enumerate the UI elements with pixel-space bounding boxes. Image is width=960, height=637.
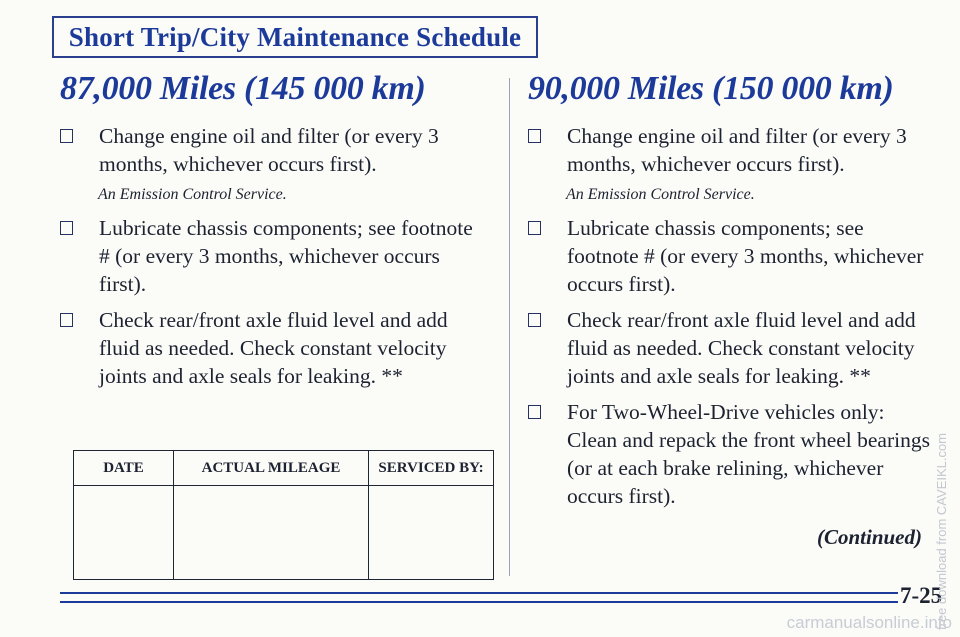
checklist-item xyxy=(528,398,938,510)
right-column xyxy=(528,70,938,549)
checkbox-icon xyxy=(60,129,73,143)
checklist-item xyxy=(528,306,938,390)
column-divider xyxy=(509,78,510,576)
checkbox-icon xyxy=(528,221,541,235)
item-text: Lubricate chassis components; see footnote # (or every 3 months, whichever occurs first). xyxy=(99,216,473,296)
item-note: An Emission Control Service. xyxy=(98,186,287,203)
checkbox-icon xyxy=(60,221,73,235)
item-text: Change engine oil and filter (or every 3 months, whichever occurs first). xyxy=(567,124,907,176)
side-watermark: free download from CAVEIKL.com xyxy=(934,432,949,630)
checkbox-icon xyxy=(528,129,541,143)
item-text: Check rear/front axle fluid level and add fluid as needed. Check constant velocity joints and axle seals for leaking. ** xyxy=(567,308,916,388)
bottom-watermark: carmanualsonline.info xyxy=(786,613,952,632)
table-cell-mileage[interactable] xyxy=(174,486,369,580)
checklist-item xyxy=(60,122,480,206)
item-note: An Emission Control Service. xyxy=(566,186,755,203)
item-text: Change engine oil and filter (or every 3 months, whichever occurs first). xyxy=(99,124,439,176)
table-header-mileage: ACTUAL MILEAGE xyxy=(174,451,369,486)
checklist-item xyxy=(60,306,480,390)
checkbox-icon xyxy=(528,405,541,419)
checklist-item xyxy=(60,214,480,298)
table-header-date: DATE xyxy=(74,451,174,486)
item-text: For Two-Wheel-Drive vehicles only: Clean and repack the front wheel bearings (or at each brake relining, whichever occurs first). xyxy=(567,400,930,508)
checkbox-icon xyxy=(60,313,73,327)
page-number: 7-25 xyxy=(900,583,943,608)
footer-rule xyxy=(60,592,898,594)
mileage-heading-right: 90,000 Miles (150 000 km) xyxy=(528,70,894,107)
checklist-item xyxy=(528,214,938,298)
checkbox-icon xyxy=(528,313,541,327)
continued-label: (Continued) xyxy=(816,525,922,549)
checklist-item xyxy=(528,122,938,206)
table-cell-date[interactable] xyxy=(74,486,174,580)
mileage-heading-left: 87,000 Miles (145 000 km) xyxy=(60,70,426,107)
service-record-table xyxy=(73,450,494,580)
item-text: Lubricate chassis components; see footnote # (or every 3 months, whichever occurs first). xyxy=(567,216,924,296)
page-title: Short Trip/City Maintenance Schedule xyxy=(52,16,538,58)
left-column xyxy=(60,70,480,398)
footer-rule xyxy=(60,601,898,603)
table-cell-serviced-by[interactable] xyxy=(369,486,494,580)
table-header-serviced-by: SERVICED BY: xyxy=(369,451,494,486)
item-text: Check rear/front axle fluid level and add fluid as needed. Check constant velocity joints and axle seals for leaking. ** xyxy=(99,308,448,388)
